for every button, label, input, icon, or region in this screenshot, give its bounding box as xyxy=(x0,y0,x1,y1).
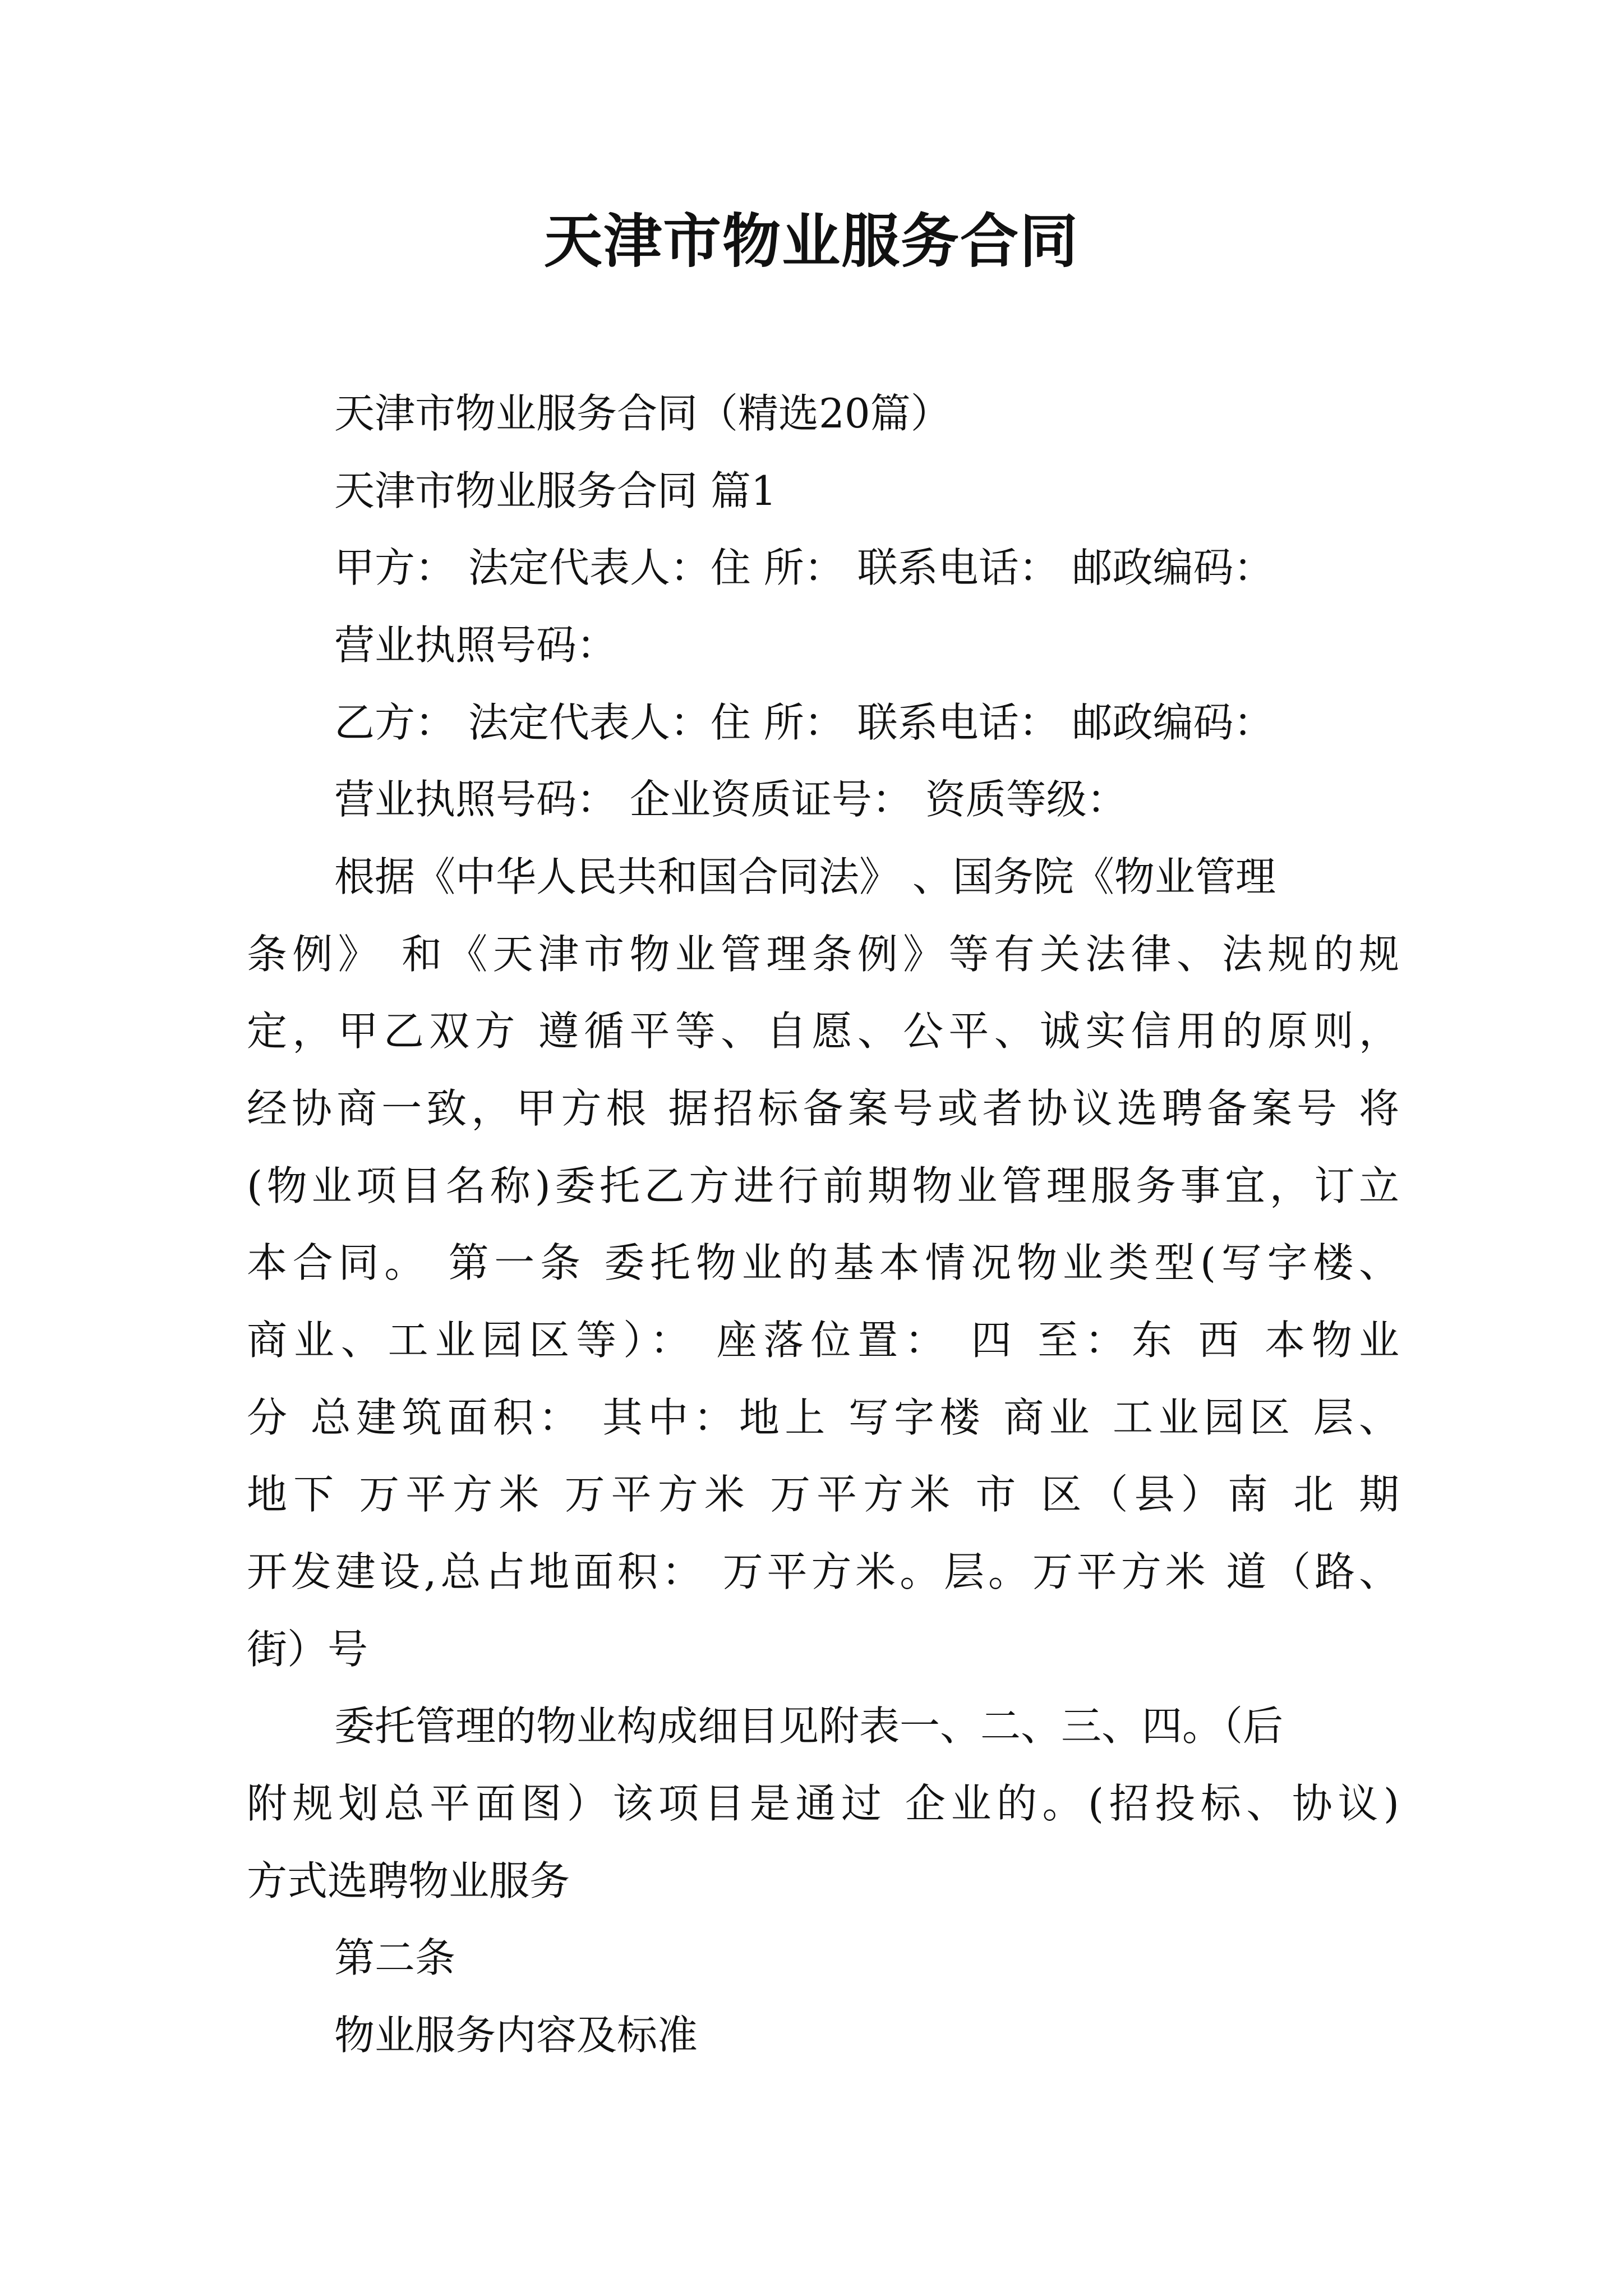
paragraph-line: 定，甲乙双方 遵循平等、自愿、公平、诚实信用的原则， xyxy=(247,1007,1399,1055)
party-a-license-line: 营业执照号码： xyxy=(334,622,617,669)
paragraph-line: 开发建设,总占地面积： 万平方米。层。万平方米 道（路、 xyxy=(247,1548,1399,1595)
paragraph-line: 委托管理的物业构成细目见附表一、二、三、四。（后 xyxy=(334,1703,1284,1750)
paragraph-line: 条例》 和《天津市物业管理条例》等有关法律、法规的规 xyxy=(247,931,1399,978)
party-a-line: 甲方： 法定代表人：住 所： 联系电话： 邮政编码： xyxy=(334,544,1274,591)
paragraph-line: 分 总建筑面积： 其中：地上 写字楼 商业 工业园区 层、 xyxy=(247,1394,1399,1441)
paragraph-line: 街）号 xyxy=(247,1626,368,1673)
article-subheading: 物业服务内容及标准 xyxy=(334,2012,698,2059)
paragraph-line: 商业、工业园区等）： 座落位置： 四 至：东 西 本物业 xyxy=(247,1317,1399,1364)
document-title: 天津市物业服务合同 xyxy=(543,206,1079,275)
paragraph-line: 经协商一致，甲方根 据招标备案号或者协议选聘备案号 将 xyxy=(247,1085,1399,1132)
paragraph-line: 根据《中华人民共和国合同法》 、国务院《物业管理 xyxy=(334,853,1276,900)
paragraph-line: 方式选聘物业服务 xyxy=(247,1857,570,1904)
section-heading: 天津市物业服务合同 篇1 xyxy=(334,467,777,514)
paragraph-line: 本合同。 第一条 委托物业的基本情况物业类型(写字楼、 xyxy=(247,1239,1399,1286)
paragraph-line: 附规划总平面图）该项目是通过 企业的。(招投标、协议) xyxy=(247,1780,1399,1827)
party-b-line: 乙方： 法定代表人：住 所： 联系电话： 邮政编码： xyxy=(334,699,1274,746)
article-heading: 第二条 xyxy=(334,1934,456,1981)
subtitle-line: 天津市物业服务合同（精选20篇） xyxy=(334,390,951,437)
party-b-license-line: 营业执照号码： 企业资质证号： 资质等级： xyxy=(334,776,1127,823)
paragraph-line: (物业项目名称)委托乙方进行前期物业管理服务事宜，订立 xyxy=(247,1162,1399,1209)
paragraph-line: 地下 万平方米 万平方米 万平方米 市 区（县）南 北 期 xyxy=(247,1471,1399,1518)
